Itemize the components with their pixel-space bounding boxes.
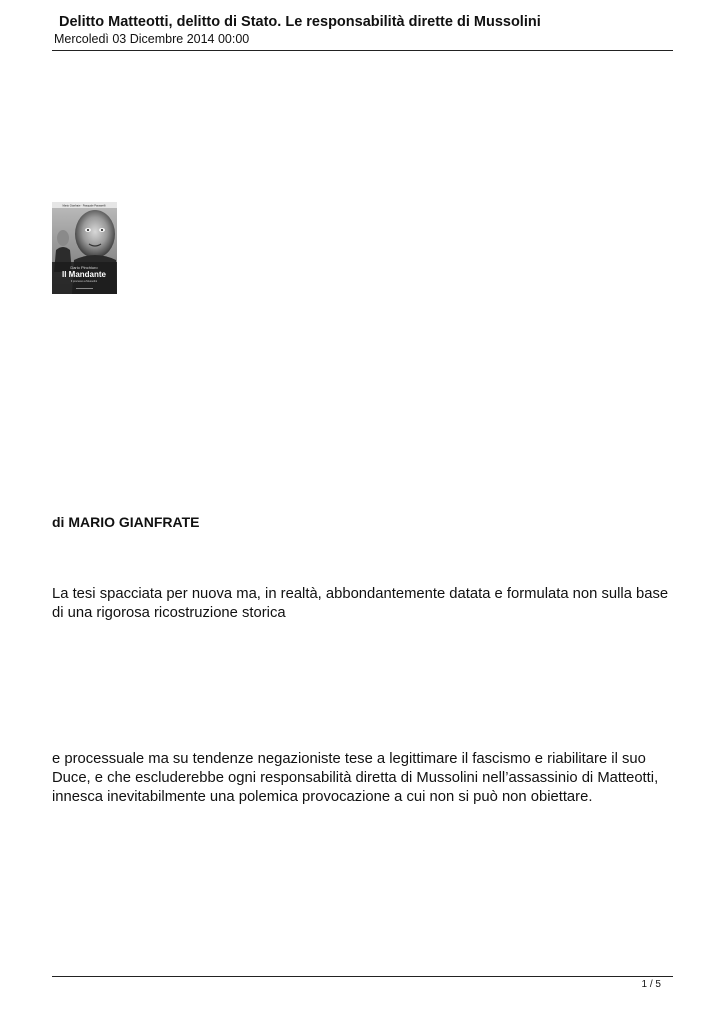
header-divider [52, 50, 673, 51]
publish-date: Mercoledì 03 Dicembre 2014 00:00 [54, 32, 250, 46]
book-cover-illustration [52, 202, 117, 294]
page-number: 1 / 5 [641, 979, 661, 990]
article-paragraph: La tesi spacciata per nuova ma, in realtà, abbondantemente datata e formulata non sulla base di una rigorosa ricostruzione storica [52, 586, 669, 621]
book-cover-image [52, 202, 117, 294]
cover-authors: Mario Gianfrate · Pasquale Passarelli [62, 204, 106, 208]
article-byline: di MARIO GIANFRATE [52, 514, 200, 530]
page-title: Delitto Matteotti, delitto di Stato. Le responsabilità dirette di Mussolini [59, 14, 541, 30]
cover-series: Dario Pinchiuro [70, 265, 98, 270]
cover-subtitle: Il processo a Mussolini [70, 280, 98, 283]
footer-divider [52, 976, 673, 977]
cover-title: Il Mandante [61, 270, 107, 279]
article-paragraph: e processuale ma su tendenze negazioniste tese a legittimare il fascismo e riabilitare il suo Duce, e che escluderebbe ogni responsabilità diretta di Mussolini nell’assassinio di Matteotti, innesca inevitabilmente una polemica provocazione a cui non si può non obiettare. [52, 751, 659, 805]
